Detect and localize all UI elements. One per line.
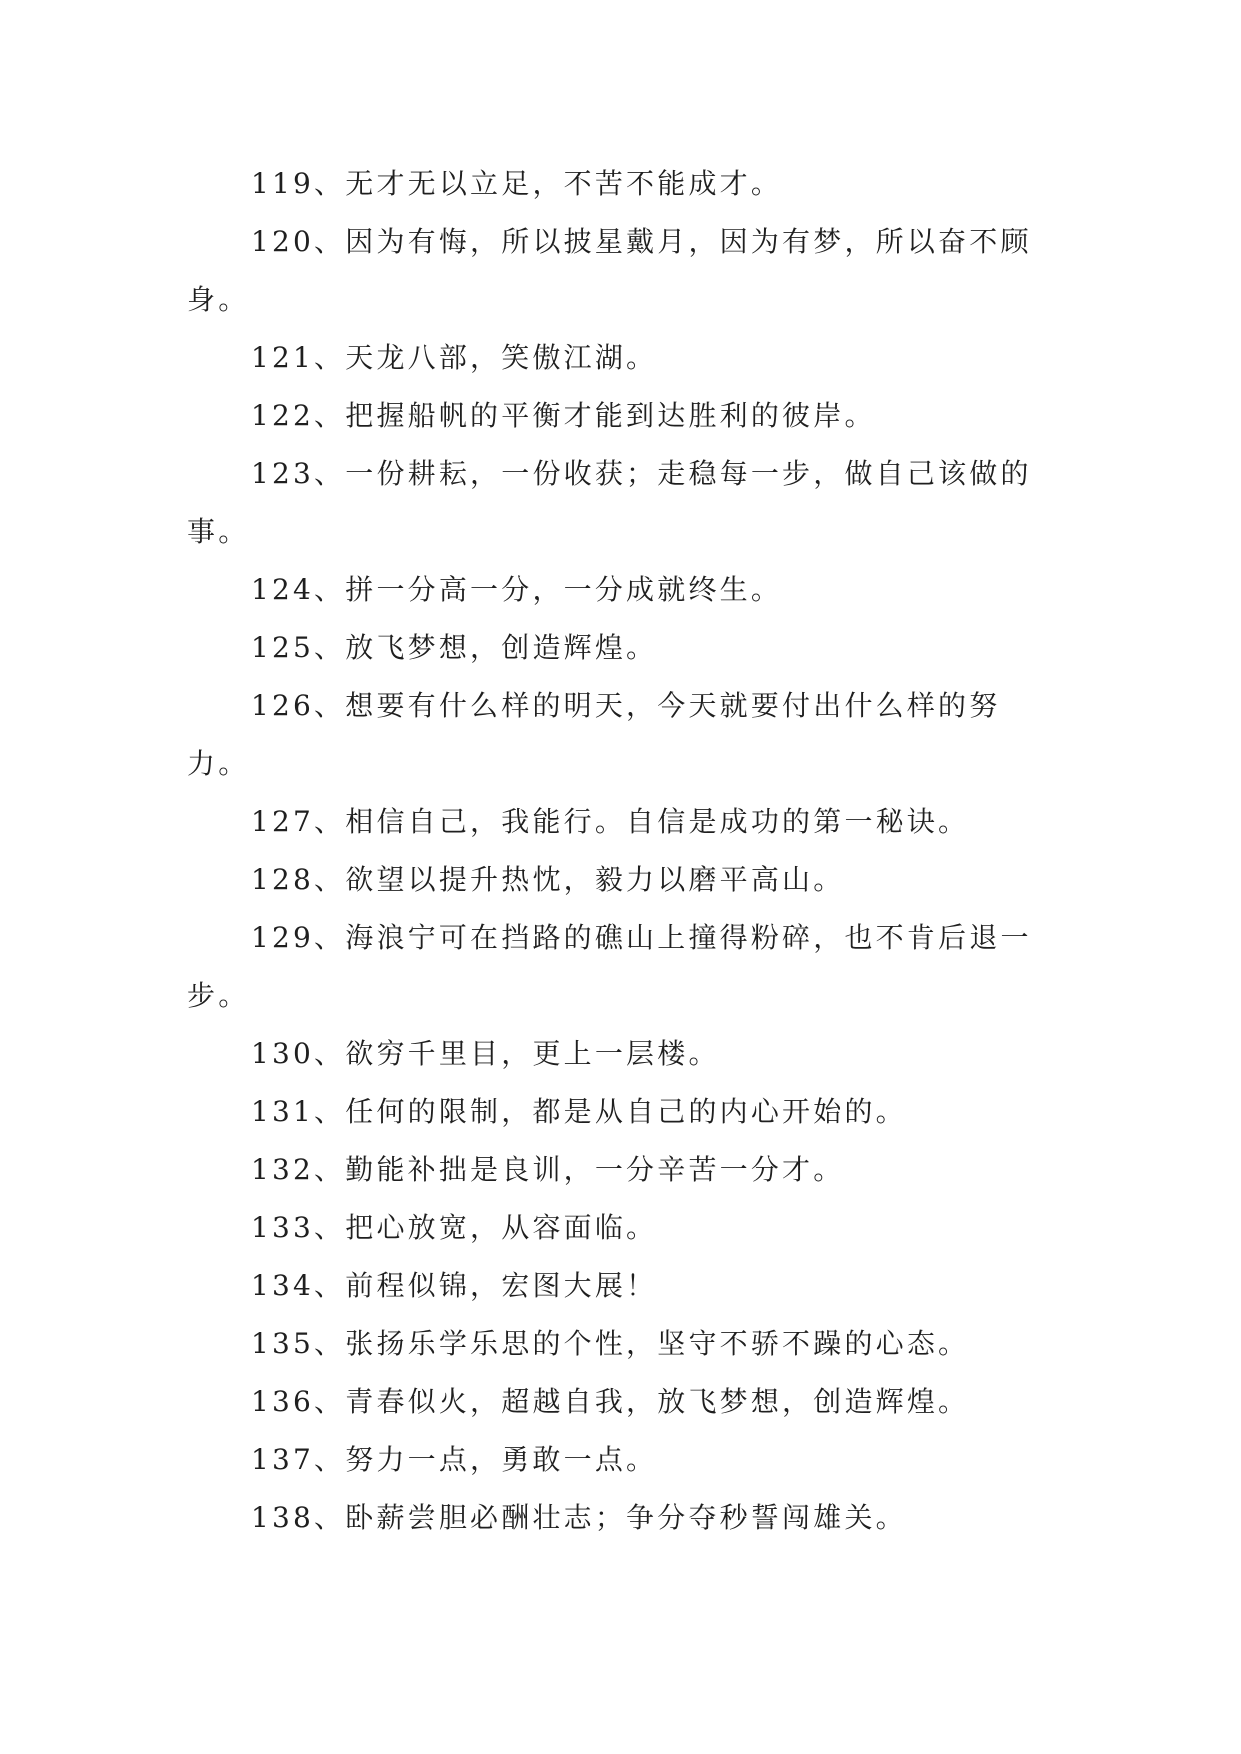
paragraph-120: 120、因为有悔，所以披星戴月，因为有梦，所以奋不顾身。 <box>187 225 1032 316</box>
paragraph-128: 128、欲望以提升热忱，毅力以磨平高山。 <box>251 863 845 896</box>
paragraph-135: 135、张扬乐学乐思的个性，坚守不骄不躁的心态。 <box>251 1327 970 1360</box>
paragraph-133: 133、把心放宽，从容面临。 <box>251 1211 658 1244</box>
document-body <box>187 155 1053 1547</box>
paragraph-124: 124、拼一分高一分，一分成就终生。 <box>251 573 783 606</box>
paragraph-137: 137、努力一点，勇敢一点。 <box>251 1443 658 1476</box>
paragraph-132: 132、勤能补拙是良训，一分辛苦一分才。 <box>251 1153 845 1186</box>
paragraph-127: 127、相信自己，我能行。自信是成功的第一秘诀。 <box>251 805 970 838</box>
paragraph-123: 123、一份耕耘，一份收获；走稳每一步，做自己该做的事。 <box>187 457 1032 548</box>
paragraph-121: 121、天龙八部，笑傲江湖。 <box>251 341 658 374</box>
paragraph-130: 130、欲穷千里目，更上一层楼。 <box>251 1037 720 1070</box>
paragraph-125: 125、放飞梦想，创造辉煌。 <box>251 631 658 664</box>
paragraph-126: 126、想要有什么样的明天，今天就要付出什么样的努力。 <box>187 689 1001 780</box>
paragraph-131: 131、任何的限制，都是从自己的内心开始的。 <box>251 1095 907 1128</box>
paragraph-129: 129、海浪宁可在挡路的礁山上撞得粉碎，也不肯后退一步。 <box>187 921 1032 1012</box>
paragraph-136: 136、青春似火，超越自我，放飞梦想，创造辉煌。 <box>251 1385 970 1418</box>
paragraph-122: 122、把握船帆的平衡才能到达胜利的彼岸。 <box>251 399 876 432</box>
paragraph-119: 119、无才无以立足，不苦不能成才。 <box>251 167 783 200</box>
paragraph-138: 138、卧薪尝胆必酬壮志；争分夺秒誓闯雄关。 <box>251 1501 907 1534</box>
paragraph-134: 134、前程似锦，宏图大展！ <box>251 1269 658 1302</box>
